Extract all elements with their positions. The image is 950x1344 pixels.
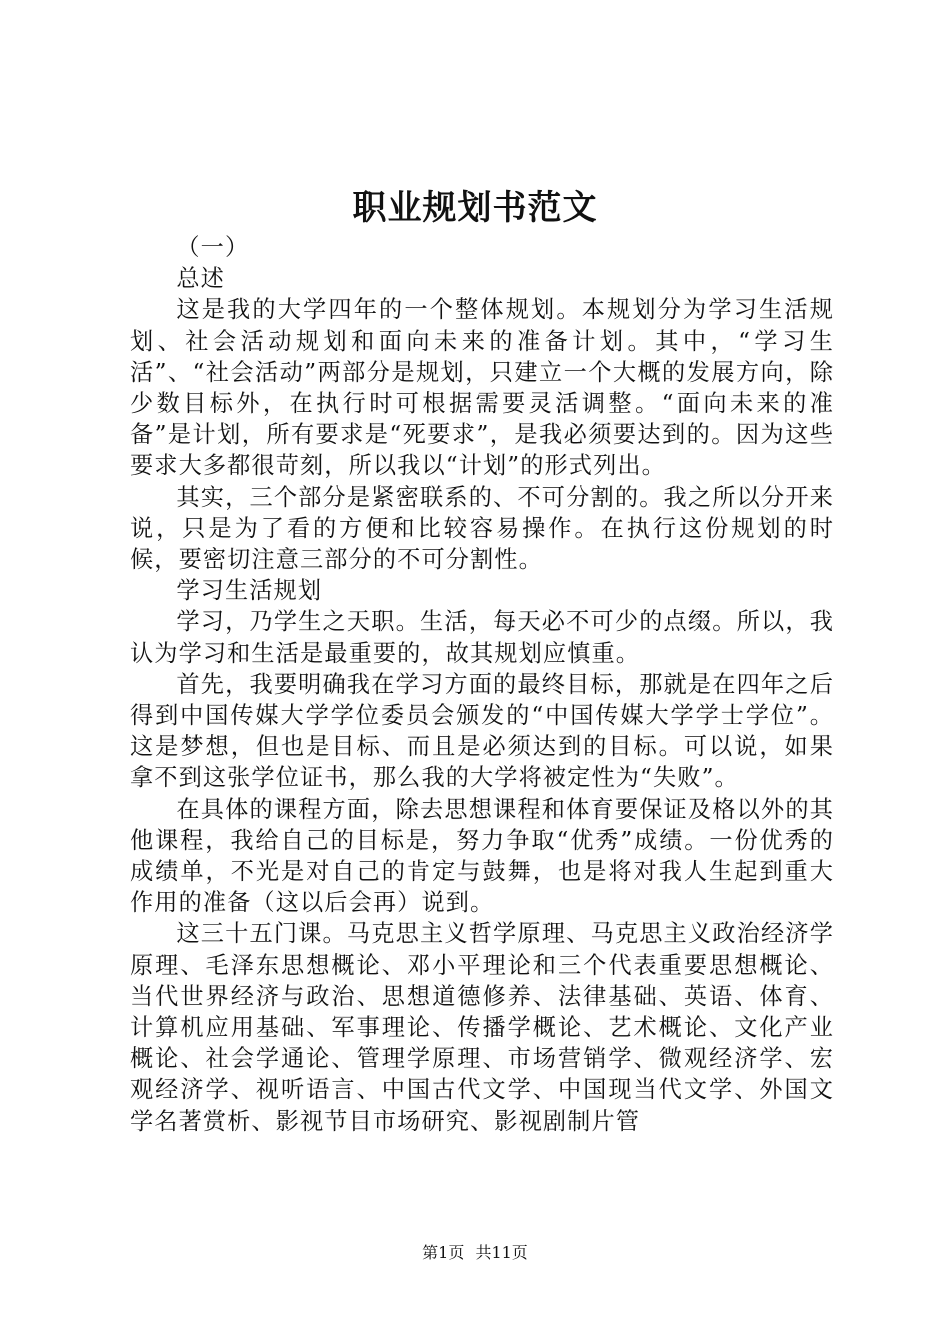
page-footer: 第1页 共11页 [422,1243,528,1262]
paragraph: 其实，三个部分是紧密联系的、不可分割的。我之所以分开来说，只是为了看的方便和比较容易操作。在执行这份规划的时候，要密切注意三部分的不可分割性。 [130,483,834,574]
paragraph: 首先，我要明确我在学习方面的最终目标，那就是在四年之后得到中国传媒大学学位委员会颁发的“中国传媒大学学士学位”。这是梦想，但也是目标、而且是必须达到的目标。可以说，如果拿不到这张学位证书，那么我的大学将被定性为“失败”。 [130,670,834,792]
document-title: 职业规划书范文 [352,188,598,228]
paragraph: 学习，乃学生之天职。生活，每天必不可少的点缀。所以，我认为学习和生活是最重要的，故其规划应慎重。 [130,608,834,667]
paragraph: 在具体的课程方面，除去思想课程和体育要保证及格以外的其他课程，我给自己的目标是，努力争取“优秀”成绩。一份优秀的成绩单，不光是对自己的肯定与鼓舞，也是将对我人生起到重大作用的准备（这以后会再）说到。 [130,795,834,917]
section-heading-overview: 总述 [176,265,225,293]
paragraph: 这三十五门课。马克思主义哲学原理、马克思主义政治经济学原理、毛泽东思想概论、邓小平理论和三个代表重要思想概论、当代世界经济与政治、思想道德修养、法律基础、英语、体育、计算机应用基础、军事理论、传播学概论、艺术概论、文化产业概论、社会学通论、管理学原理、市场营销学、微观经济学、宏观经济学、视听语言、中国古代文学、中国现当代文学、外国文学名著赏析、影视节目市场研究、影视剧制片管 [130,920,834,1135]
paragraph: 这是我的大学四年的一个整体规划。本规划分为学习生活规划、社会活动规划和面向未来的准备计划。其中，“学习生活”、“社会活动”两部分是规划，只建立一个大概的发展方向，除少数目标外，在执行时可根据需要灵活调整。“面向未来的准备”是计划，所有要求是“死要求”，是我必须要达到的。因为这些要求大多都很苛刻，所以我以“计划”的形式列出。 [130,296,834,480]
section-heading-study-life: 学习生活规划 [176,577,323,605]
document-body [130,232,834,1137]
section-number: （一） [176,234,250,261]
